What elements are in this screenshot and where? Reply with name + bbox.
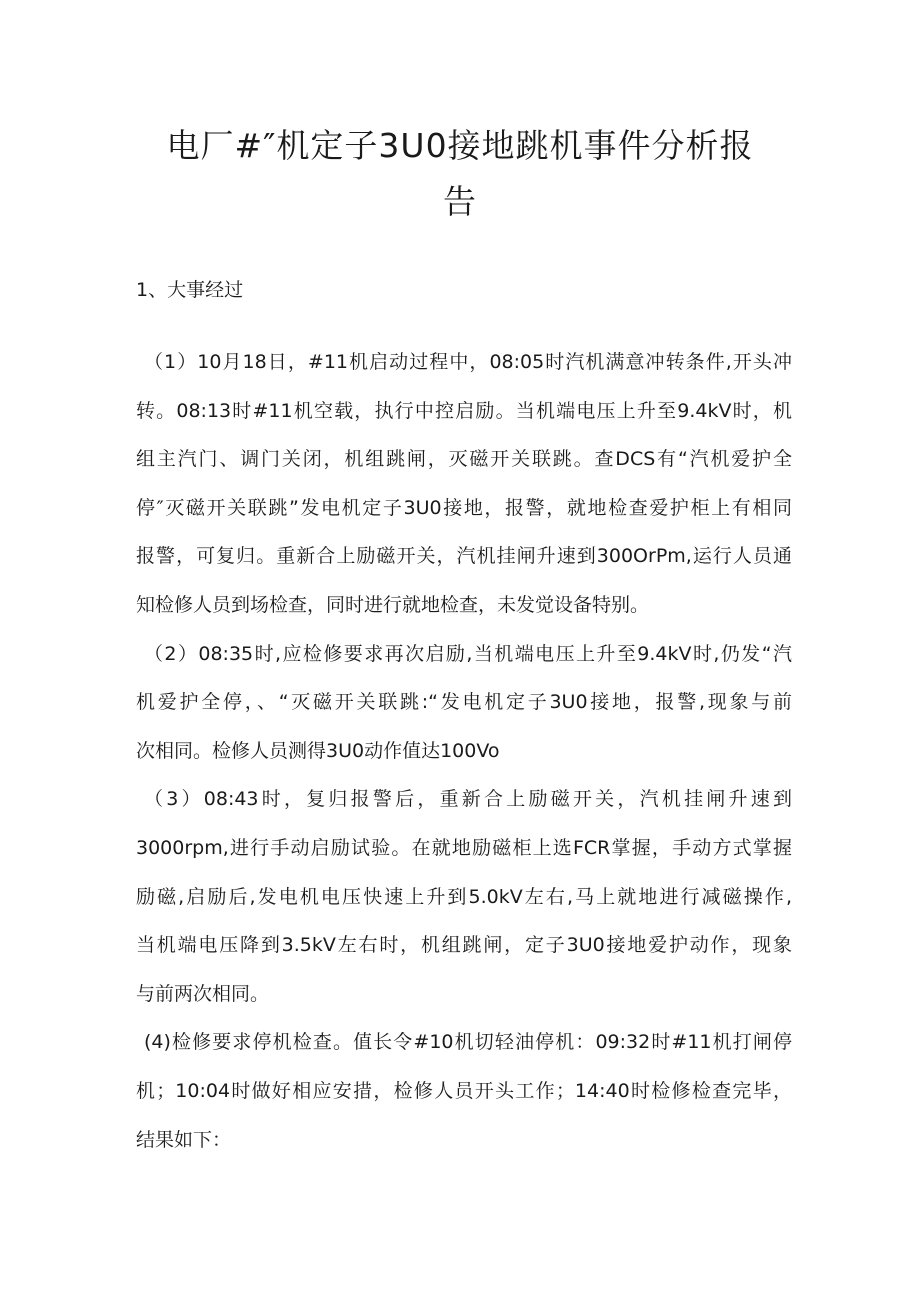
paragraph-line: 组主汽门、调门关闭，机组跳闸，灭磁开关联跳。查DCS有“汽机爱护全 bbox=[136, 448, 792, 471]
paragraph-2 bbox=[136, 630, 792, 776]
title-line-1: 电厂#″机定子3U0接地跳机事件分析报 bbox=[166, 126, 754, 165]
paragraph-line: 励磁,启励后,发电机电压快速上升到5.0kV左右,马上就地进行减磁操作, bbox=[136, 885, 792, 908]
paragraph-3 bbox=[136, 775, 792, 1018]
paragraph-line: （1）10月18日，#11机启动过程中，08:05时汽机满意冲转条件,开头冲 bbox=[144, 351, 792, 373]
paragraph-line: 报警，可复归。重新合上励磁开关，汽机挂闸升速到300OrPm,运行人员通 bbox=[136, 545, 792, 568]
paragraph-line: （3）08:43时，复归报警后，重新合上励磁开关，汽机挂闸升速到 bbox=[144, 788, 792, 811]
paragraph-line: (4)检修要求停机检查。值长令#10机切轻油停机：09:32时#11机打闸停 bbox=[144, 1031, 792, 1054]
document-body bbox=[136, 338, 792, 1164]
paragraph-line: 知检修人员到场检查，同时进行就地检查，未发觉设备特别。 bbox=[136, 593, 650, 616]
paragraph-line: （2）08:35时,应检修要求再次启励,当机端电压上升至9.4kV时,仍发“汽 bbox=[144, 642, 792, 665]
paragraph-1 bbox=[136, 338, 792, 630]
paragraph-line: 机；10:04时做好相应安措，检修人员开头工作；14:40时检修检查完毕， bbox=[136, 1079, 792, 1102]
paragraph-line: 结果如下： bbox=[136, 1128, 232, 1151]
paragraph-line: 3000rpm,进行手动启励试验。在就地励磁柜上选FCR掌握，手动方式掌握 bbox=[136, 836, 792, 859]
paragraph-line: 当机端电压降到3.5kV左右时，机组跳闸，定子3U0接地爱护动作，现象 bbox=[136, 934, 792, 957]
document-title bbox=[100, 118, 820, 230]
section-heading: 1、大事经过 bbox=[136, 279, 244, 301]
paragraph-line: 转。08:13时#11机空载，执行中控启励。当机端电压上升至9.4kV时，机 bbox=[136, 399, 792, 422]
paragraph-line: 机爱护全停，、“灭磁开关联跳:“发电机定子3U0接地，报警,现象与前 bbox=[136, 691, 792, 714]
paragraph-line: 停″灭磁开关联跳”发电机定子3U0接地，报警，就地检查爱护柜上有相同 bbox=[136, 496, 792, 519]
paragraph-line: 与前两次相同。 bbox=[136, 982, 270, 1005]
title-line-2: 告 bbox=[443, 182, 477, 221]
paragraph-4 bbox=[136, 1018, 792, 1164]
paragraph-line: 次相同。检修人员测得3U0动作值达100Vo bbox=[136, 739, 500, 762]
